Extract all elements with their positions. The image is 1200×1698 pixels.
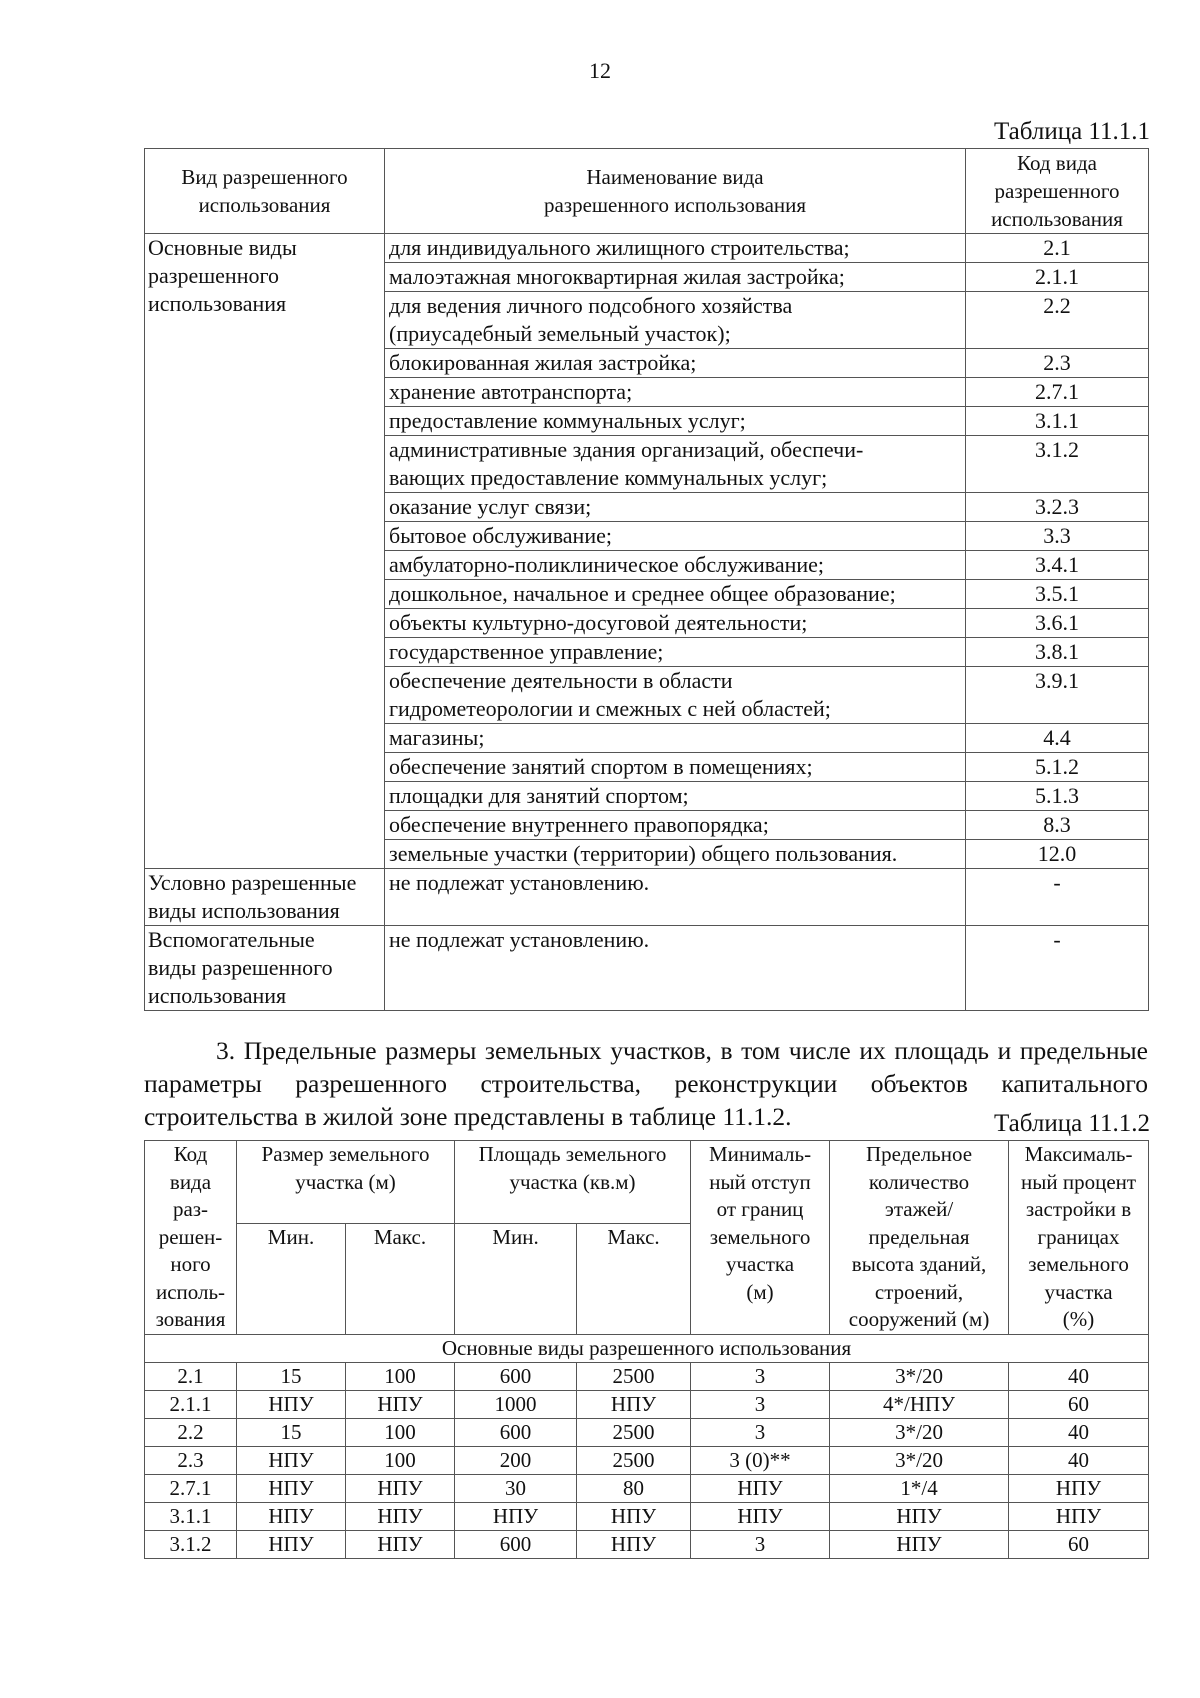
- text-line: Код вида: [1017, 151, 1097, 175]
- cell-code: 2.1: [145, 1362, 237, 1390]
- cell-code: 2.3: [145, 1446, 237, 1474]
- cell-setback: НПУ: [691, 1474, 830, 1502]
- table-row: [145, 1362, 1149, 1390]
- cell-size-max: НПУ: [346, 1530, 455, 1558]
- cell-code: 2.1.1: [145, 1390, 237, 1418]
- header-area-max: Макс.: [577, 1224, 691, 1335]
- use-code: 3.6.1: [966, 609, 1149, 638]
- cell-coverage: 60: [1009, 1530, 1149, 1558]
- use-code: -: [966, 926, 1149, 1011]
- text-line: оказание услуг связи;: [389, 494, 592, 519]
- table-caption-11-1-2: Таблица 11.1.2: [994, 1110, 1150, 1137]
- use-code: 2.2: [966, 292, 1149, 349]
- group-label: [145, 926, 385, 1011]
- cell-size-min: НПУ: [237, 1474, 346, 1502]
- use-name: [385, 378, 966, 407]
- text-line: сооружений (м): [848, 1307, 990, 1331]
- text-line: предоставление коммунальных услуг;: [389, 408, 746, 433]
- cell-floors: 3*/20: [830, 1418, 1009, 1446]
- use-code: 3.8.1: [966, 638, 1149, 667]
- section-row: [145, 1334, 1149, 1362]
- cell-area-max: 2500: [577, 1446, 691, 1474]
- text-line: вающих предоставление коммунальных услуг;: [389, 465, 828, 490]
- text-line: обеспечение внутреннего правопорядка;: [389, 812, 769, 837]
- header-size-max: Макс.: [346, 1224, 455, 1335]
- table-row: [145, 1418, 1149, 1446]
- cell-size-min: 15: [237, 1362, 346, 1390]
- text-line: разрешенного: [148, 263, 279, 288]
- cell-size-max: 100: [346, 1362, 455, 1390]
- cell-coverage: 40: [1009, 1362, 1149, 1390]
- table-row: [145, 926, 1149, 1011]
- cell-size-min: НПУ: [237, 1530, 346, 1558]
- text-line: амбулаторно-поликлиническое обслуживание;: [389, 552, 825, 577]
- cell-setback: 3: [691, 1530, 830, 1558]
- use-name: [385, 234, 966, 263]
- text-line: (приусадебный земельный участок);: [389, 321, 731, 346]
- header-kind: [145, 149, 385, 234]
- text-line: гидрометеорологии и смежных с ней областей;: [389, 696, 831, 721]
- text-line: объекты культурно-досуговой деятельности;: [389, 610, 808, 635]
- text-line: Максималь-: [1024, 1142, 1133, 1166]
- text-line: Вид разрешенного: [181, 165, 348, 189]
- cell-floors: 1*/4: [830, 1474, 1009, 1502]
- text-line: от границ: [716, 1197, 804, 1221]
- cell-area-min: 30: [455, 1474, 577, 1502]
- cell-size-max: 100: [346, 1418, 455, 1446]
- cell-setback: 3 (0)**: [691, 1446, 830, 1474]
- cell-coverage: 60: [1009, 1390, 1149, 1418]
- use-code: 3.9.1: [966, 667, 1149, 724]
- cell-size-min: 15: [237, 1418, 346, 1446]
- text-line: земельного: [1028, 1252, 1129, 1276]
- cell-coverage: 40: [1009, 1446, 1149, 1474]
- group-label: [145, 869, 385, 926]
- cell-size-max: 100: [346, 1446, 455, 1474]
- use-name: [385, 840, 966, 869]
- cell-setback: 3: [691, 1418, 830, 1446]
- text-line: участка: [725, 1252, 795, 1276]
- text-line: участка (м): [295, 1169, 396, 1194]
- cell-size-min: НПУ: [237, 1502, 346, 1530]
- cell-coverage: НПУ: [1009, 1502, 1149, 1530]
- table-row: [145, 1390, 1149, 1418]
- text-line: Условно разрешенные: [148, 870, 357, 895]
- table-row: [145, 234, 1149, 263]
- cell-size-max: НПУ: [346, 1502, 455, 1530]
- table-caption-11-1-1: Таблица 11.1.1: [994, 118, 1150, 145]
- cell-setback: 3: [691, 1362, 830, 1390]
- use-name: [385, 292, 966, 349]
- page-number: 12: [589, 58, 611, 83]
- header-area-min: Мин.: [455, 1224, 577, 1335]
- header-plot-area: [455, 1141, 691, 1224]
- use-code: 5.1.2: [966, 753, 1149, 782]
- table-row: [145, 1474, 1149, 1502]
- cell-area-max: 2500: [577, 1418, 691, 1446]
- text-line: Код: [173, 1142, 208, 1166]
- use-code: 8.3: [966, 811, 1149, 840]
- text-line: не подлежат установлению.: [389, 870, 650, 895]
- cell-floors: НПУ: [830, 1530, 1009, 1558]
- text-line: участка: [1044, 1279, 1113, 1304]
- text-line: Основные виды: [148, 235, 297, 260]
- header-row: [145, 1141, 1149, 1224]
- text-line: площадки для занятий спортом;: [389, 783, 689, 808]
- text-line: малоэтажная многоквартирная жилая застройка;: [389, 264, 845, 289]
- text-line: количество: [868, 1169, 970, 1194]
- use-name: [385, 609, 966, 638]
- group-label: [145, 234, 385, 869]
- cell-code: 3.1.2: [145, 1530, 237, 1558]
- text-line: ного: [170, 1252, 211, 1276]
- use-name: [385, 782, 966, 811]
- text-line: разрешенного: [994, 179, 1120, 203]
- text-line: (м): [746, 1279, 774, 1304]
- cell-coverage: 40: [1009, 1418, 1149, 1446]
- cell-size-min: НПУ: [237, 1390, 346, 1418]
- cell-area-min: 1000: [455, 1390, 577, 1418]
- use-name: [385, 436, 966, 493]
- text-line: не подлежат установлению.: [389, 927, 650, 952]
- text-line: использования: [991, 207, 1123, 231]
- text-line: использования: [198, 193, 331, 217]
- use-name: [385, 407, 966, 436]
- cell-code: 3.1.1: [145, 1502, 237, 1530]
- text-line: дошкольное, начальное и среднее общее образование;: [389, 581, 896, 606]
- use-name: [385, 493, 966, 522]
- cell-area-min: НПУ: [455, 1502, 577, 1530]
- text-line: предельная: [868, 1224, 970, 1249]
- use-name: [385, 724, 966, 753]
- use-code: 2.1.1: [966, 263, 1149, 292]
- text-line: блокированная жилая застройка;: [389, 350, 697, 375]
- text-line: решен-: [158, 1224, 223, 1249]
- cell-setback: НПУ: [691, 1502, 830, 1530]
- text-line: обеспечение деятельности в области: [389, 668, 733, 693]
- text-line: использования: [148, 983, 287, 1008]
- text-line: зования: [155, 1307, 226, 1331]
- table-row: [145, 869, 1149, 926]
- use-name: [385, 926, 966, 1011]
- header-floors: [830, 1141, 1009, 1335]
- use-name: [385, 522, 966, 551]
- cell-floors: 4*/НПУ: [830, 1390, 1009, 1418]
- text-line: обеспечение занятий спортом в помещениях;: [389, 754, 813, 779]
- use-name: [385, 753, 966, 782]
- text-line: строений,: [874, 1279, 964, 1304]
- cell-floors: НПУ: [830, 1502, 1009, 1530]
- use-name: [385, 667, 966, 724]
- parameters-table: [144, 1140, 1149, 1559]
- text-line: разрешенного использования: [543, 193, 807, 217]
- text-line: Площадь земельного: [478, 1142, 667, 1166]
- permitted-use-table: [144, 148, 1149, 1011]
- use-code: 3.4.1: [966, 551, 1149, 580]
- use-name: [385, 263, 966, 292]
- text-line: Вспомогательные: [148, 927, 315, 952]
- text-line: этажей/: [884, 1197, 954, 1221]
- use-name: [385, 580, 966, 609]
- text-line: ный отступ: [709, 1169, 811, 1194]
- text-line: ный процент: [1021, 1169, 1137, 1194]
- use-code: 3.1.2: [966, 436, 1149, 493]
- use-name: [385, 349, 966, 378]
- text-line: участка (кв.м): [509, 1169, 636, 1194]
- header-code: [966, 149, 1149, 234]
- text-line: виды использования: [148, 898, 340, 923]
- use-code: 5.1.3: [966, 782, 1149, 811]
- header-code: [145, 1141, 237, 1335]
- text-line: земельного: [709, 1224, 811, 1249]
- text-line: хранение автотранспорта;: [389, 379, 633, 404]
- text-line: застройки в: [1025, 1197, 1132, 1221]
- cell-area-max: НПУ: [577, 1530, 691, 1558]
- text-line: Размер земельного: [261, 1142, 430, 1166]
- use-code: -: [966, 869, 1149, 926]
- text-line: использования: [148, 291, 287, 316]
- cell-area-min: 600: [455, 1530, 577, 1558]
- section-label: Основные виды разрешенного использования: [145, 1334, 1149, 1362]
- use-code: 3.2.3: [966, 493, 1149, 522]
- text-line: бытовое обслуживание;: [389, 523, 612, 548]
- use-name: [385, 551, 966, 580]
- cell-size-max: НПУ: [346, 1390, 455, 1418]
- text-line: виды разрешенного: [148, 955, 333, 980]
- cell-area-min: 600: [455, 1362, 577, 1390]
- use-code: 12.0: [966, 840, 1149, 869]
- text-line: административные здания организаций, обеспечи-: [389, 437, 864, 462]
- header-row: [145, 149, 1149, 234]
- text-line: границах: [1037, 1224, 1120, 1249]
- text-line: земельные участки (территории) общего пользования.: [389, 841, 898, 866]
- cell-area-max: 80: [577, 1474, 691, 1502]
- header-plot-size: [237, 1141, 455, 1224]
- use-code: 2.3: [966, 349, 1149, 378]
- cell-area-max: НПУ: [577, 1390, 691, 1418]
- use-code: 2.1: [966, 234, 1149, 263]
- use-name: [385, 869, 966, 926]
- text-line: вида: [169, 1169, 212, 1194]
- cell-floors: 3*/20: [830, 1362, 1009, 1390]
- use-code: 3.3: [966, 522, 1149, 551]
- cell-coverage: НПУ: [1009, 1474, 1149, 1502]
- text-line: Наименование вида: [586, 165, 764, 189]
- text-line: магазины;: [389, 725, 485, 750]
- header-name: [385, 149, 966, 234]
- table-row: [145, 1530, 1149, 1558]
- cell-floors: 3*/20: [830, 1446, 1009, 1474]
- text-line: Минималь-: [708, 1142, 812, 1166]
- cell-area-max: 2500: [577, 1362, 691, 1390]
- use-name: [385, 638, 966, 667]
- cell-size-min: НПУ: [237, 1446, 346, 1474]
- header-coverage: [1009, 1141, 1149, 1335]
- header-size-min: Мин.: [237, 1224, 346, 1335]
- text-line: Предельное: [865, 1142, 973, 1166]
- text-line: для индивидуального жилищного строительства;: [389, 235, 850, 260]
- cell-size-max: НПУ: [346, 1474, 455, 1502]
- text-line: высота зданий,: [851, 1252, 987, 1276]
- text-line: для ведения личного подсобного хозяйства: [389, 293, 793, 318]
- cell-area-min: 600: [455, 1418, 577, 1446]
- cell-setback: 3: [691, 1390, 830, 1418]
- use-name: [385, 811, 966, 840]
- table-row: [145, 1502, 1149, 1530]
- text-line: государственное управление;: [389, 639, 664, 664]
- use-code: 3.5.1: [966, 580, 1149, 609]
- use-code: 2.7.1: [966, 378, 1149, 407]
- use-code: 4.4: [966, 724, 1149, 753]
- cell-code: 2.7.1: [145, 1474, 237, 1502]
- text-line: исполь-: [155, 1279, 226, 1304]
- paragraph-limits: 3. Предельные размеры земельных участков, в том числе их площадь и предельные параметры разрешенного строительства, реконструкции объектов капитального строительства в жилой зоне представлены в таблице 11.1.2.: [144, 1035, 1148, 1131]
- table-row: [145, 1446, 1149, 1474]
- cell-code: 2.2: [145, 1418, 237, 1446]
- cell-area-max: НПУ: [577, 1502, 691, 1530]
- text-line: раз-: [172, 1197, 209, 1221]
- header-setback: [691, 1141, 830, 1335]
- cell-area-min: 200: [455, 1446, 577, 1474]
- text-line: (%): [1062, 1307, 1095, 1331]
- use-code: 3.1.1: [966, 407, 1149, 436]
